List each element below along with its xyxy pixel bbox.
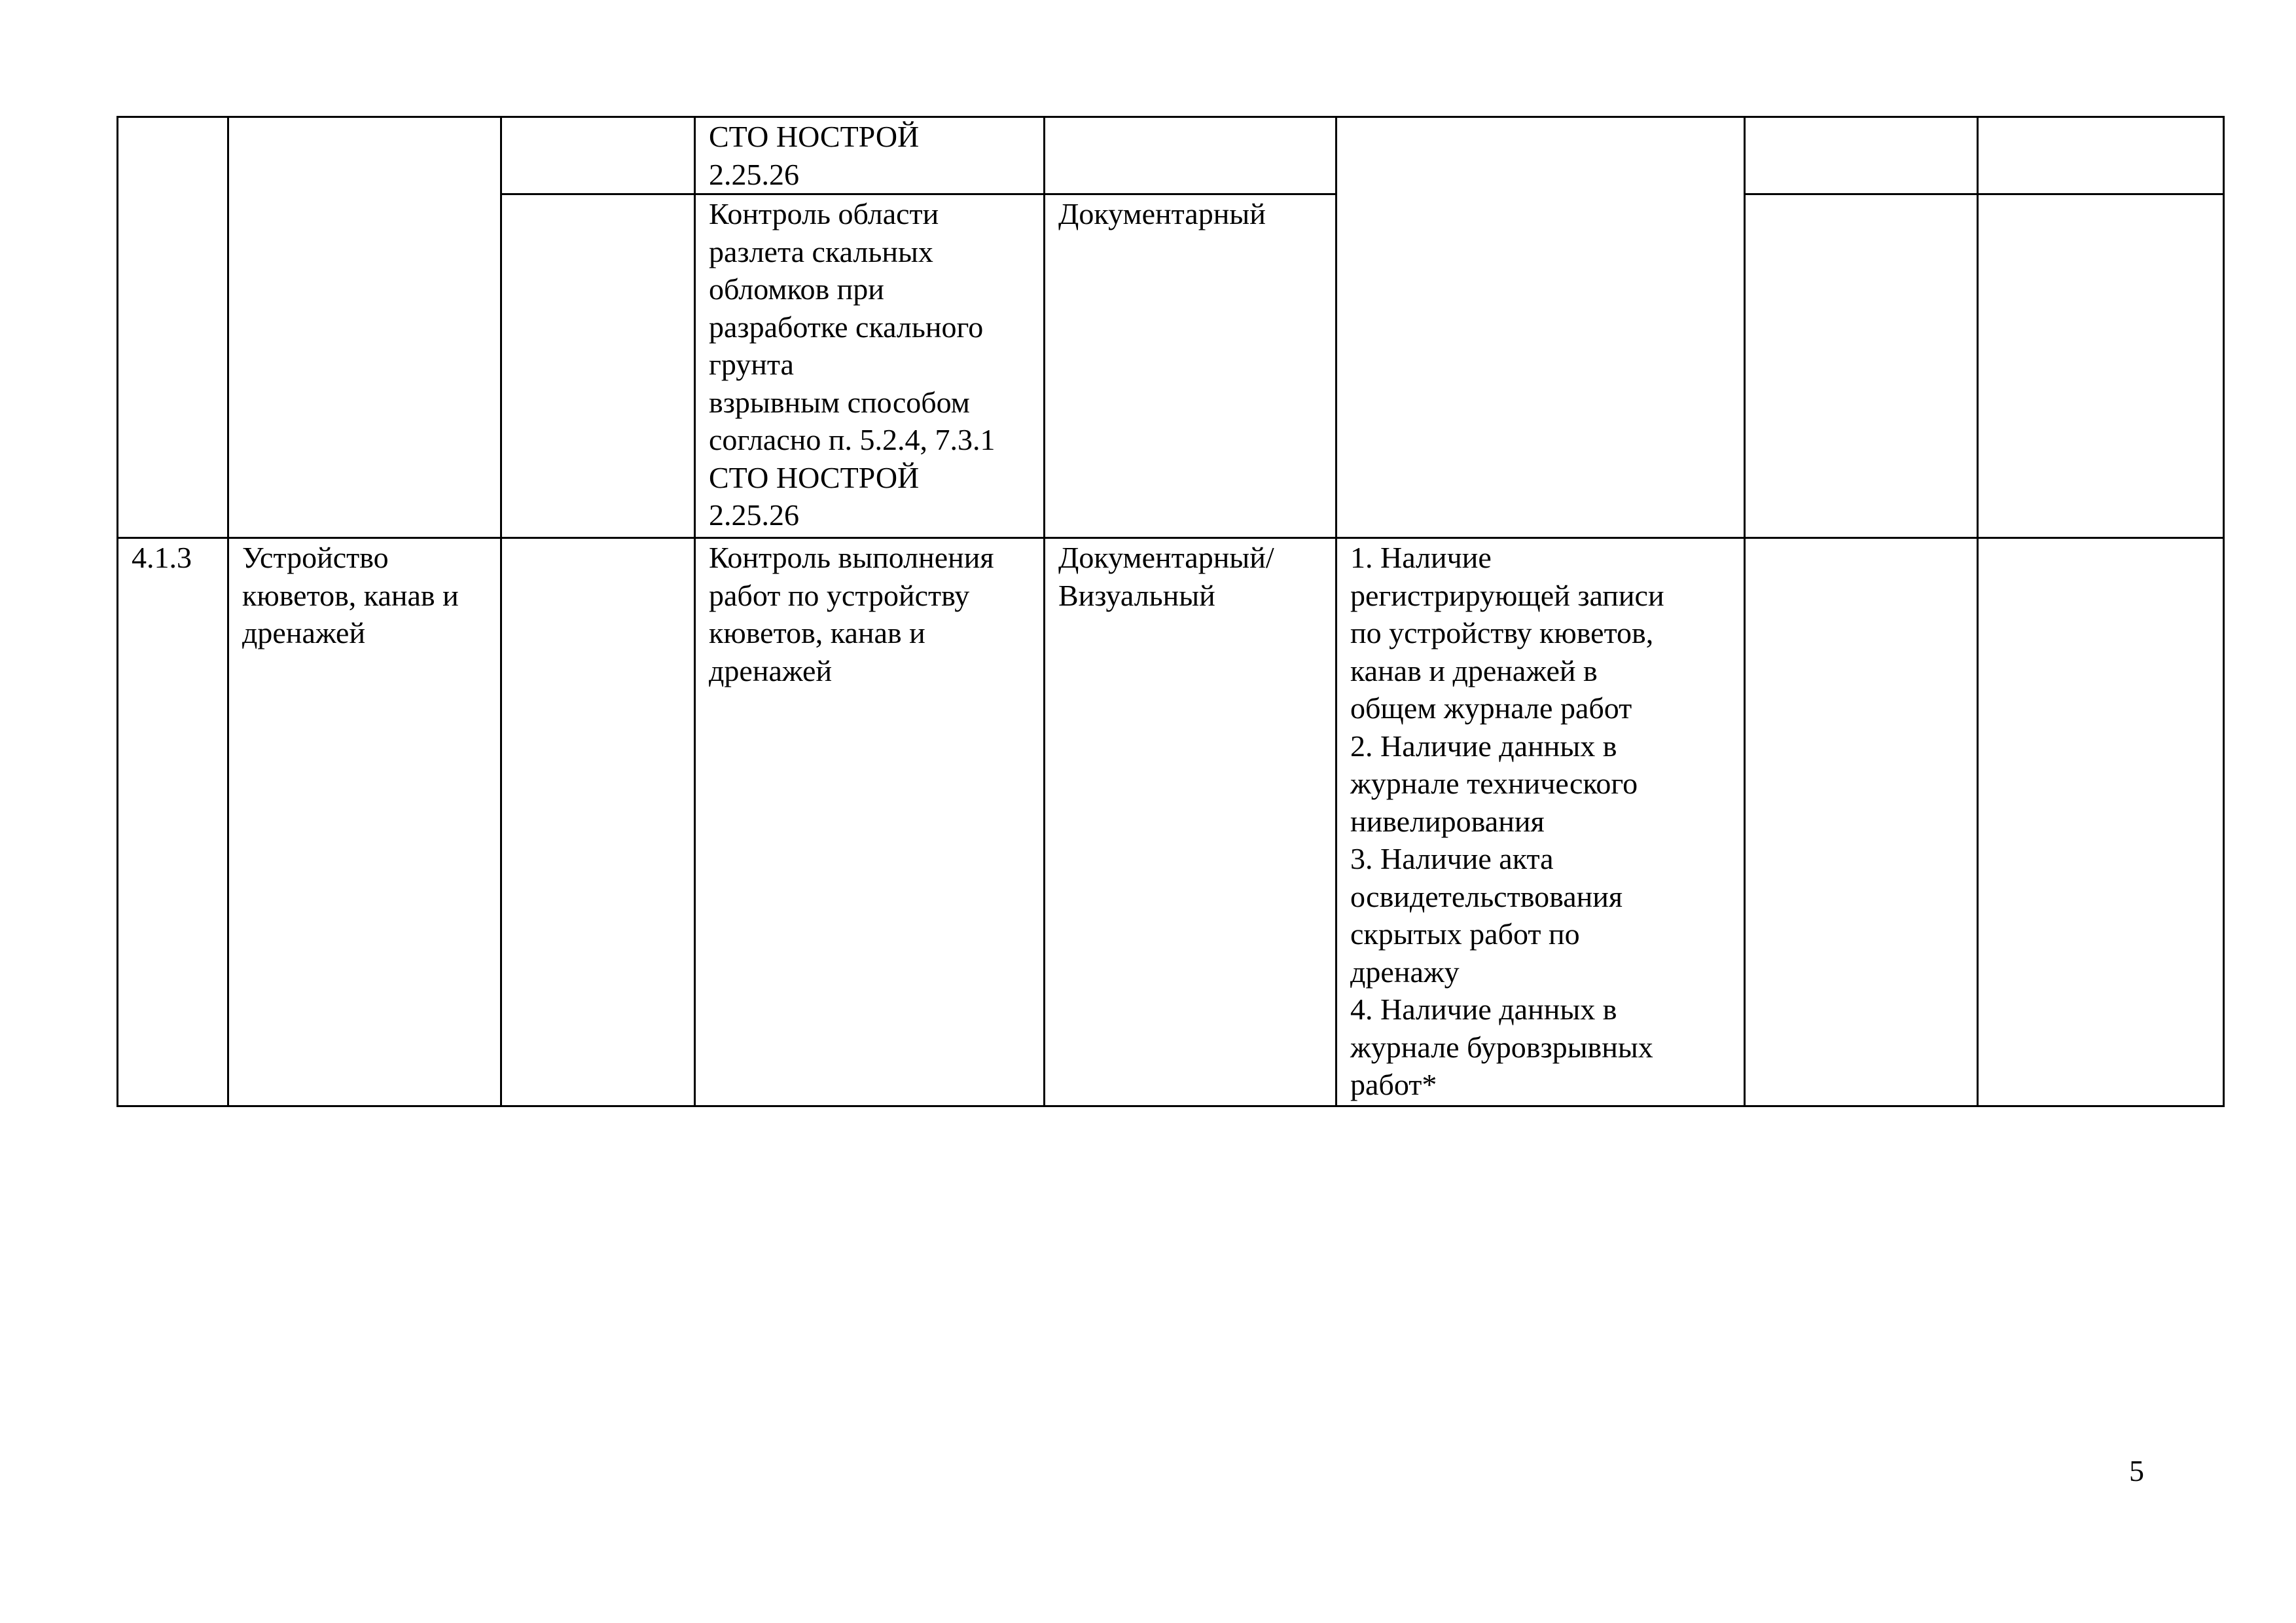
cell-col3-empty (501, 117, 695, 194)
cell-work: Устройство кюветов, канав и дренажей (228, 538, 501, 1106)
cell-method: Документарный (1045, 194, 1336, 538)
cell-evidence: 1. Наличие регистрирующей записи по устройству кюветов, канав и дренажей в общем журнале работ 2. Наличие данных в журнале технического нивелирования 3. Наличие акта освидетельствования скрытых работ по дренажу 4. Наличие данных в журнале буровзрывных работ* (1336, 538, 1745, 1106)
cell-col7-empty (1745, 117, 1978, 194)
cell-col7-empty (1745, 194, 1978, 538)
cell-number: 4.1.3 (118, 538, 228, 1106)
table-row (118, 538, 2224, 1106)
inspection-table (117, 116, 2225, 1107)
cell-col3-empty (501, 194, 695, 538)
cell-requirement: Контроль области разлета скальных обломков при разработке скального грунта взрывным способом согласно п. 5.2.4, 7.3.1 СТО НОСТРОЙ 2.25.26 (695, 194, 1045, 538)
cell-number-empty (118, 117, 228, 538)
page-number: 5 (2129, 1454, 2144, 1487)
cell-col8-empty (1978, 194, 2224, 538)
cell-requirement: СТО НОСТРОЙ 2.25.26 (695, 117, 1045, 194)
cell-col7-empty (1745, 538, 1978, 1106)
table-row (118, 117, 2224, 194)
cell-col3-empty (501, 538, 695, 1106)
cell-col8-empty (1978, 538, 2224, 1106)
cell-method-empty (1045, 117, 1336, 194)
cell-method: Документарный/ Визуальный (1045, 538, 1336, 1106)
cell-work-empty (228, 117, 501, 538)
cell-col8-empty (1978, 117, 2224, 194)
cell-requirement: Контроль выполнения работ по устройству кюветов, канав и дренажей (695, 538, 1045, 1106)
cell-evidence-empty (1336, 117, 1745, 538)
